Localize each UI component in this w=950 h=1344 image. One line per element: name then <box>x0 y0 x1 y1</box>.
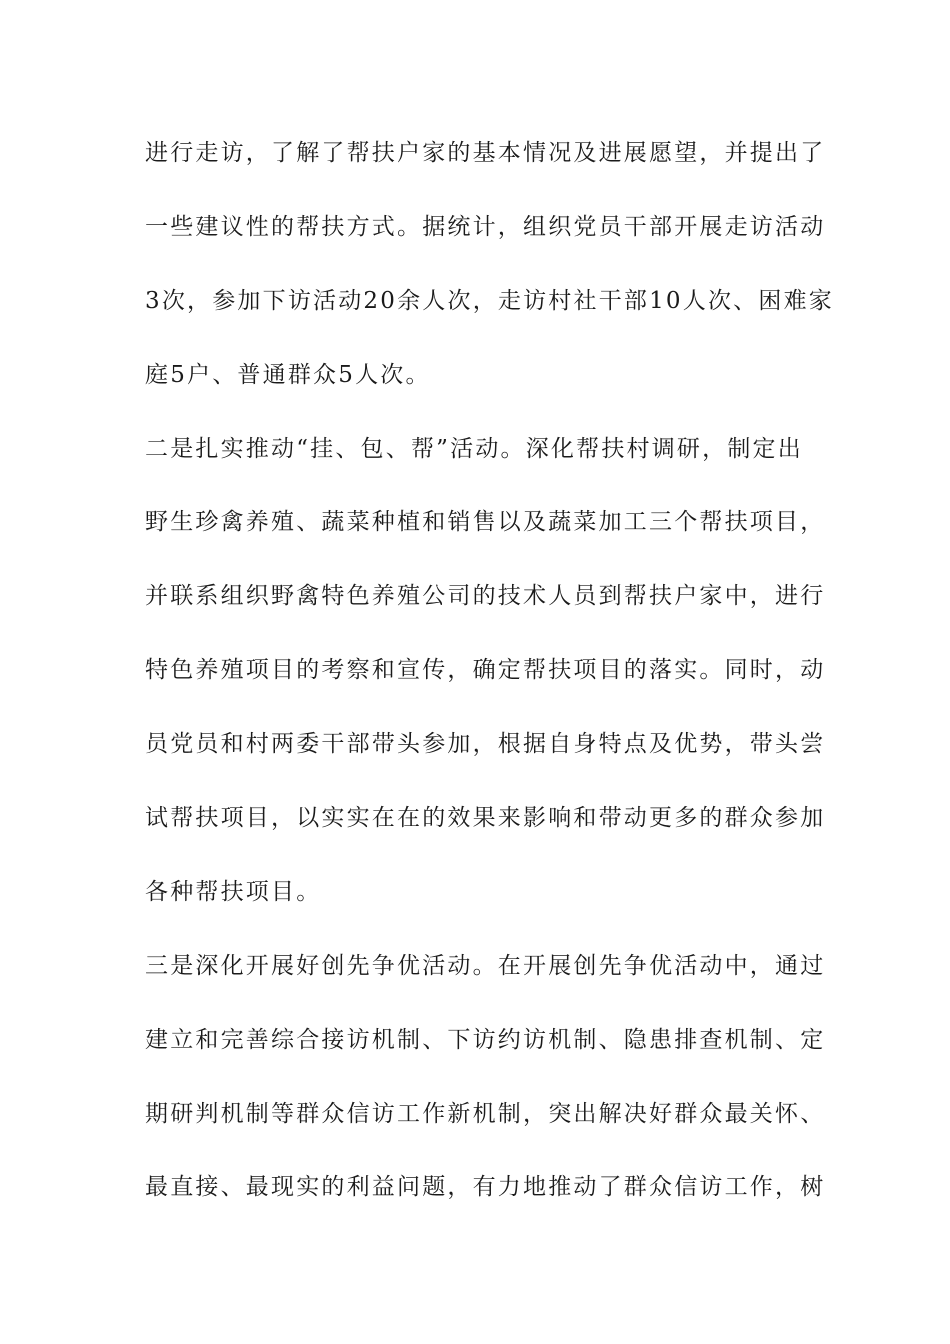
text-line-2: 一些建议性的帮扶方式。据统计，组织党员干部开展走访活动 <box>145 213 826 240</box>
text-line-9: 员党员和村两委干部带头参加，根据自身特点及优势，带头尝 <box>145 731 826 758</box>
text-line-7: 并联系组织野禽特色养殖公司的技术人员到帮扶户家中，进行 <box>145 583 826 610</box>
text-line-15: 最直接、最现实的利益问题，有力地推动了群众信访工作，树 <box>145 1174 826 1201</box>
text-line-13: 建立和完善综合接访机制、下访约访机制、隐患排查机制、定 <box>145 1026 826 1053</box>
text-line-14: 期研判机制等群众信访工作新机制，突出解决好群众最关怀、 <box>145 1100 826 1127</box>
text-line-5: 二是扎实推动“挂、包、帮”活动。深化帮扶村调研，制定出 <box>145 435 803 462</box>
text-line-10: 试帮扶项目，以实实在在的效果来影响和带动更多的群众参加 <box>145 805 826 832</box>
text-line-6: 野生珍禽养殖、蔬菜种植和销售以及蔬菜加工三个帮扶项目， <box>145 509 826 536</box>
text-line-1: 进行走访，了解了帮扶户家的基本情况及进展愿望，并提出了 <box>145 140 826 166</box>
text-line-4: 庭5户、普通群众5人次。 <box>145 361 431 388</box>
body-text <box>145 128 834 1236</box>
text-line-12: 三是深化开展好创先争优活动。在开展创先争优活动中，通过 <box>145 952 826 979</box>
text-line-11: 各种帮扶项目。 <box>145 878 322 905</box>
text-line-3: 3次，参加下访活动20余人次，走访村社干部10人次、困难家 <box>145 287 834 314</box>
text-line-8: 特色养殖项目的考察和宣传，确定帮扶项目的落实。同时，动 <box>145 657 826 684</box>
